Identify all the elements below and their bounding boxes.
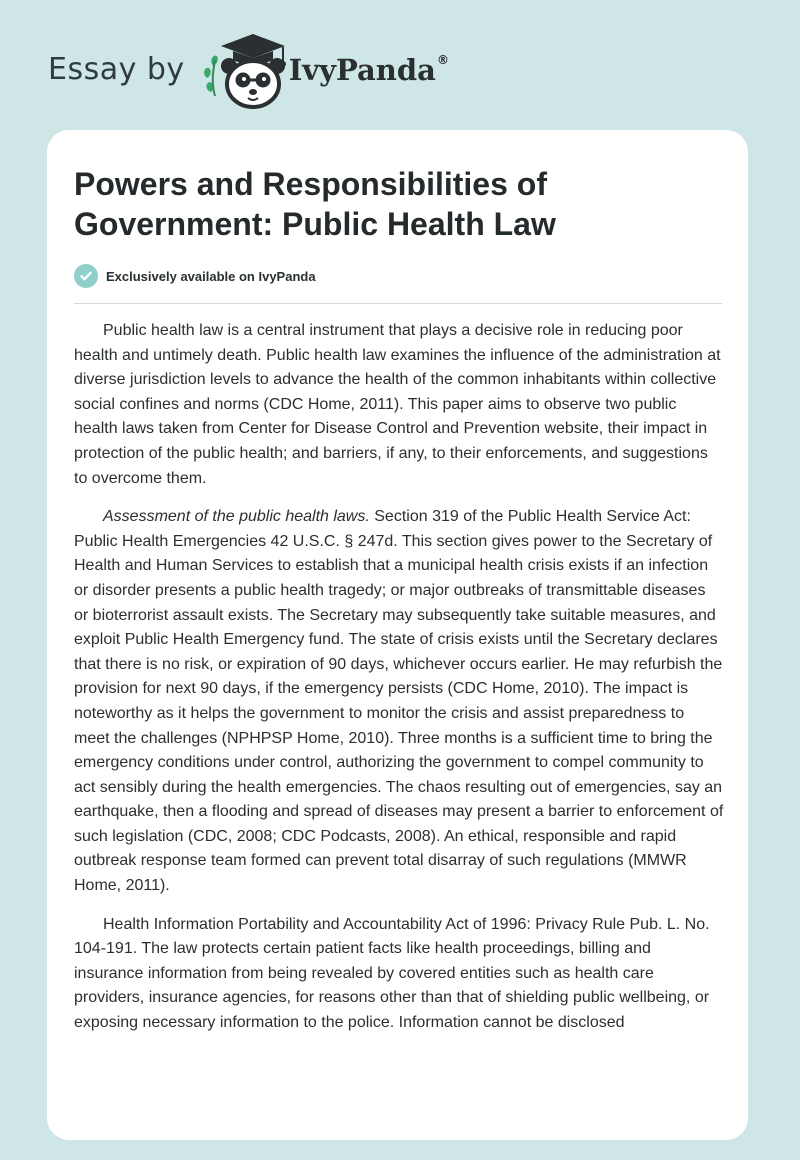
paragraph-text: Public health law is a central instrument that plays a decisive role in reducing poor health and untimely death. Public health law examines the influence of the administration at diverse jurisdiction levels to advance the health of the common inhabitants within collective social confines and norms (CDC Home, 2011). This paper aims to observe two public health laws taken from Center for Disease Control and Prevention website, their impact in protection of the public health; and barriers, if any, to their enforcements, and suggestions to overcome them. [74,322,721,487]
essay-title: Powers and Responsibilities of Government: Public Health Law [74,166,556,242]
check-circle-icon [74,264,98,288]
paragraph-text: Health Information Portability and Accountability Act of 1996: Privacy Rule Pub. L. No. 104-191. The law protects certain patient facts like health proceedings, billing and insurance information from being revealed by covered entities such as health care providers, insurance agencies, for reasons other than that of shielding public wellbeing, or exposing necessary information to the police. Information cannot be disclosed [74,915,710,1032]
essay-by-label: Essay by [48,52,185,87]
registered-mark: ® [436,52,449,67]
brand-name-text: IvyPanda [288,52,436,87]
essay-body [74,319,724,1050]
panda-graduate-logo-icon[interactable] [199,30,287,110]
divider [74,303,722,304]
site-header [48,30,508,110]
paragraph [74,505,724,899]
essay-card [47,130,748,1140]
paragraph [74,319,724,491]
check-mark-svg [79,269,93,283]
paragraph-text: Section 319 of the Public Health Service Act: Public Health Emergencies 42 U.S.C. § 247d. This section gives power to the Secretary of Health and Human Services to establish that a municipal health crisis exists if an infection or disorder presents a public health tragedy; or major outbreaks of transmittable diseases or bioterrorist assault exists. The Secretary may subsequently take suitable measures, and exploit Public Health Emergency fund. The state of crisis exists until the Secretary declares that there is no risk, or expiration of 90 days, whichever occurs earlier. He may refurbish the provision for next 90 days, if the emergency persists (CDC Home, 2010). The impact is noteworthy as it helps the government to monitor the crisis and assist preparedness to meet the challenges (NPHPSP Home, 2010). Three months is a sufficient time to bring the emergency conditions under control, authorizing the government to compel community to act sensibly during the health emergencies. The chaos resulting out of emergencies, say an earthquake, then a flooding and spread of diseases may present a barrier to enforcement of such legislation (CDC, 2008; CDC Podcasts, 2008). An ethical, responsible and rapid outbreak response team formed can prevent total disarray of such regulations (MMWR Home, 2011). [74,508,724,895]
brand-name[interactable] [288,52,449,87]
paragraph-lead: Assessment of the public health laws. [103,508,370,526]
panda-logo-svg [199,30,287,110]
exclusive-badge [74,264,316,288]
exclusive-label: Exclusively available on IvyPanda [106,268,316,284]
paragraph [74,913,724,1036]
